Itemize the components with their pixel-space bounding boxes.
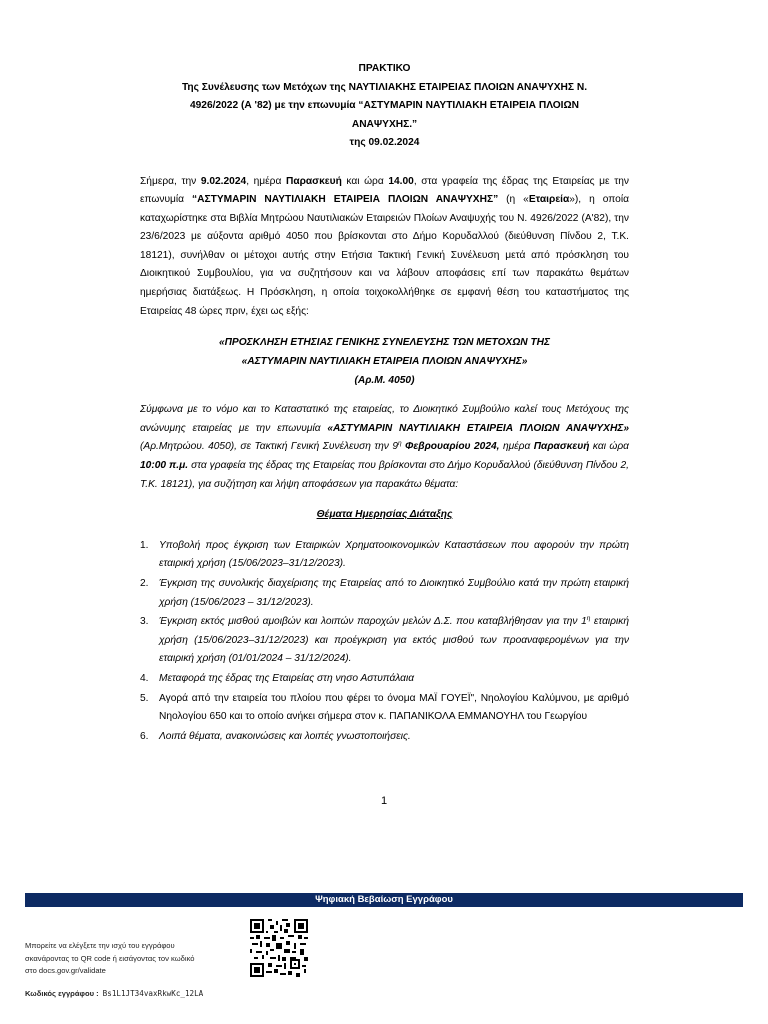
notice-time: 10:00 π.μ.	[140, 460, 189, 472]
list-item-superscript: η	[586, 615, 591, 623]
verification-line-3: στο docs.gov.gr/validate	[25, 966, 106, 975]
notice-day: Παρασκευή	[533, 441, 590, 453]
intro-paragraph	[140, 173, 629, 322]
header-line-3: ΑΝΑΨΥΧΗΣ.”	[351, 118, 418, 130]
list-item-text: Υποβολή προς έγκριση των Εταιρικών Χρηματοοικονομικών Καταστάσεων που αφορούν την πρώτη εταιρική χρήση (15/06/2023–31/12/2023).	[159, 539, 629, 570]
notice-company-name: «ΑΣΤΥΜΑΡΙΝ ΝΑΥΤΙΛΙΑΚΗ ΕΤΑΙΡΕΙΑ ΠΛΟΙΩΝ ΑΝΑΨΥΧΗΣ»	[327, 422, 629, 434]
intro-time: 14.00	[388, 175, 414, 187]
list-item	[140, 537, 629, 574]
intro-text: (η «	[498, 194, 529, 206]
list-item-text: Μεταφορά της έδρας της Εταιρείας στη νησο Αστυπάλαια	[159, 672, 415, 684]
header-line-1: Της Συνέλευσης των Μετόχων της ΝΑΥΤΙΛΙΑΚΗΣ ΕΤΑΙΡΕΙΑΣ ΠΛΟΙΩΝ ΑΝΑΨΥΧΗΣ Ν.	[181, 81, 588, 93]
verification-line-2: σκανάροντας το QR code ή εισάγοντας τον κωδικό	[25, 953, 195, 963]
qr-code-icon[interactable]	[250, 919, 308, 977]
verification-instructions	[25, 940, 240, 978]
intro-date: 9.02.2024	[200, 175, 247, 187]
intro-text: Σήμερα, την	[140, 175, 201, 187]
page-number: 1	[380, 795, 388, 807]
invitation-line-2: «ΑΣΤΥΜΑΡΙΝ ΝΑΥΤΙΛΙΑΚΗ ΕΤΑΙΡΕΙΑ ΠΛΟΙΩΝ ΑΝΑΨΥΧΗΣ»	[241, 356, 528, 368]
document-body	[140, 60, 629, 747]
document-code-value[interactable]: Bs1L1JT34vaxRkwKc_12LA	[102, 989, 204, 998]
intro-text: και ώρα	[341, 175, 389, 187]
list-item-number: 3.	[140, 616, 149, 628]
intro-company-name: “ΑΣΤΥΜΑΡΙΝ ΝΑΥΤΙΛΙΑΚΗ ΕΤΑΙΡΕΙΑ ΠΛΟΙΩΝ ΑΝΑΨΥΧΗΣ”	[192, 194, 499, 206]
list-item-number: 4.	[140, 672, 149, 684]
list-item-number: 1.	[140, 539, 149, 551]
list-item	[140, 613, 629, 669]
notice-superscript: η	[397, 440, 402, 448]
notice-text: ημέρα	[499, 441, 534, 453]
invitation-heading	[140, 333, 629, 390]
notice-text: και ώρα	[589, 441, 629, 453]
intro-text: , ημέρα	[246, 175, 286, 187]
intro-text: , στα γραφεία της έδρας της Εταιρείας με την επωνυμία	[140, 175, 629, 206]
intro-day: Παρασκευή	[285, 175, 342, 187]
list-item-text: εταιρική χρήση (15/06/2023–31/12/2023) και προέγκριση για εκτός μισθού των προαναφερομένων για την εταιρική χρήση (01/01/2024 – 31/12/2024).	[159, 616, 629, 665]
invitation-line-3: (Αρ.Μ. 4050)	[354, 375, 415, 387]
list-item	[140, 670, 629, 689]
invitation-line-1: «ΠΡΟΣΚΛΗΣΗ ΕΤΗΣΙΑΣ ΓΕΝΙΚΗΣ ΣΥΝΕΛΕΥΣΗΣ ΤΩΝ ΜΕΤΟΧΩΝ ΤΗΣ	[218, 337, 551, 349]
list-item-text: Αγορά από την εταιρεία του πλοίου που φέρει το όνομα ΜΑΪ ΓΟΥΕΪ", Νηολογίου Καλύμνου, με αριθμό Νηολογίου 650 και το οποίο ανήκει σήμερα στον κ. ΠΑΠΑΝΙΚΟΛΑ ΕΜΜΑΝΟΥΗΛ του Γεωργίου	[159, 692, 629, 723]
document-code	[25, 989, 203, 998]
list-item-text: Λοιπά θέματα, ανακοινώσεις και λοιπές γνωστοποιήσεις.	[159, 730, 411, 742]
list-item	[140, 690, 629, 727]
list-item	[140, 575, 629, 612]
agenda-list	[140, 537, 629, 747]
list-item	[140, 728, 629, 747]
header-date: της 09.02.2024	[349, 137, 420, 148]
agenda-title: Θέματα Ημερησίας Διάταξης	[316, 509, 453, 521]
document-title: ΠΡΑΚΤΙΚΟ	[358, 63, 411, 74]
notice-text: Σύμφωνα με το νόμο και το Καταστατικό της εταιρείας, το Διοικητικό Συμβούλιο καλεί τους Μετόχους της ανώνυμης εταιρείας με την επωνυμία	[140, 404, 629, 434]
list-item-number: 5.	[140, 692, 149, 704]
header-line-2: 4926/2022 (Α '82) με την επωνυμία “ΑΣΤΥΜΑΡΙΝ ΝΑΥΤΙΛΙΑΚΗ ΕΤΑΙΡΕΙΑ ΠΛΟΙΩΝ	[189, 100, 580, 111]
notice-paragraph	[140, 401, 629, 494]
list-item-number: 6.	[140, 730, 149, 742]
list-item-text: Έγκριση εκτός μισθού αμοιβών και λοιπών παροχών μελών Δ.Σ. που καταβλήθησαν για την 1	[159, 616, 587, 628]
notice-text: στα γραφεία της έδρας της Εταιρείας που βρίσκονται στο Δήμο Κορυδαλλού (διεύθυνση Πίνδου 2, Τ.Κ. 18121), για συζήτηση και λήψη αποφάσεων για παρακάτω θέματα:	[140, 460, 629, 490]
certification-bar: Ψηφιακή Βεβαίωση Εγγράφου	[25, 893, 743, 907]
list-item-number: 2.	[140, 578, 149, 589]
document-header	[140, 60, 629, 153]
intro-text: »), η οποία καταχωρίστηκε στα Βιβλία Μητρώου Ναυτιλιακών Εταιρειών Πλοίων Αναψυχής του Ν. 4926/2022 (Α'82), την 23/6/2023 με αύξοντα αριθμό 4050 που βρίσκονται στο Δήμο Κορυδαλλού (διεύθυνση Πίνδου 2, Τ.Κ. 18121), συνήλθαν οι μέτοχοι αυτής στην Ετήσια Τακτική Γενική Συνέλευση μετά από πρόσκληση του Διοικητικού Συμβουλίου, για να συζητήσουν και να λάβουν αποφάσεις επί των παρακάτω θεμάτων ημερήσιας διατάξεως. Η Πρόσκληση, η οποία τοιχοκολλήθηκε σε εμφανή θέση του καταστήματος της Εταιρείας 48 ώρες πριν, έχει ως εξής:	[140, 194, 629, 317]
verification-line-1: Μπορείτε να ελέγξετε την ισχύ του εγγράφου	[25, 941, 175, 950]
intro-company-short: Εταιρεία	[528, 194, 570, 206]
list-item-text: Έγκριση της συνολικής διαχείρισης της Εταιρείας από το Διοικητικό Συμβούλιο κατά την πρώτη εταιρική χρήση (15/06/2023 – 31/12/2023).	[159, 578, 629, 608]
document-code-label: Κωδικός εγγράφου :	[25, 989, 99, 998]
notice-date: Φεβρουαρίου 2024,	[405, 441, 500, 453]
notice-text: (Αρ.Μητρώου. 4050), σε Τακτική Γενική Συνέλευση την 9	[140, 441, 398, 453]
